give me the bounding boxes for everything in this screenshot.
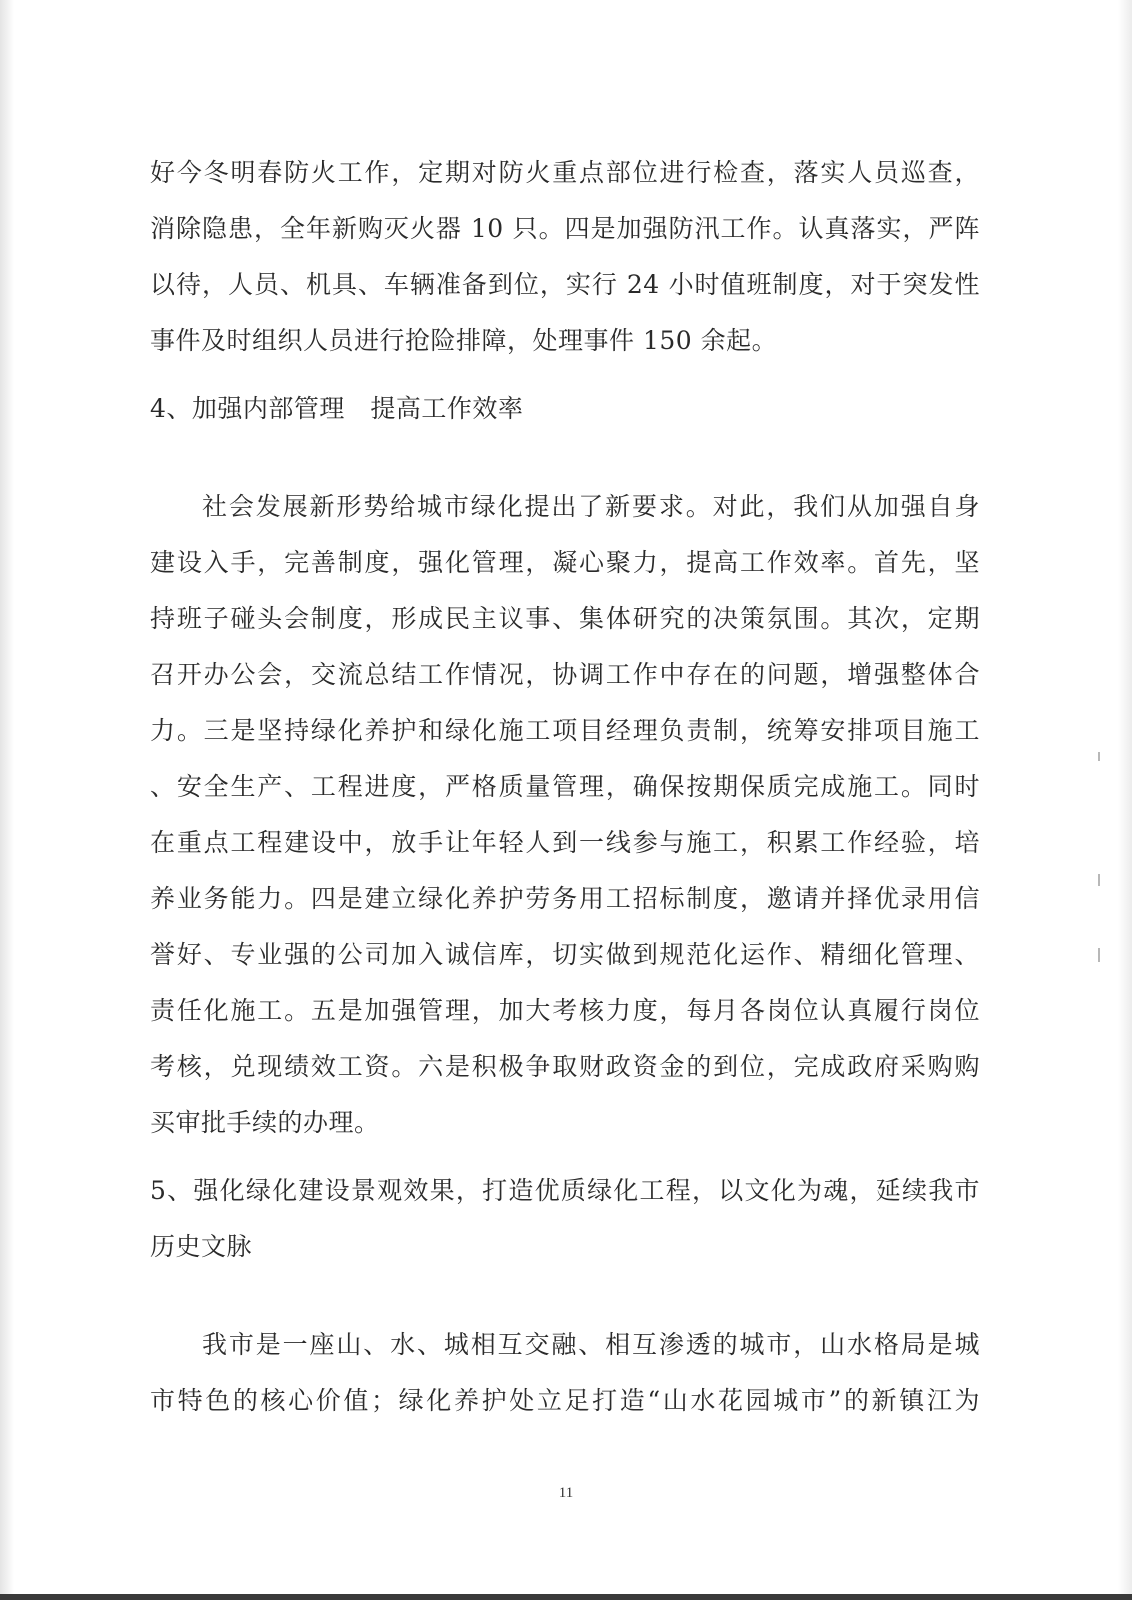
scan-shadow-left [0, 0, 14, 1600]
text-line: 在重点工程建设中，放手让年轻人到一线参与施工，积累工作经验，培 [150, 828, 980, 857]
heading-line: 5、强化绿化建设景观效果，打造优质绿化工程，以文化为魂，延续我市 [150, 1176, 980, 1205]
scan-shadow-right [1118, 0, 1132, 1600]
paragraph-city-landscape [150, 1317, 980, 1429]
scan-speck [1098, 948, 1100, 962]
scan-bottom-edge [0, 1594, 1132, 1600]
text-line: 责任化施工。五是加强管理，加大考核力度，每月各岗位认真履行岗位 [150, 996, 980, 1025]
text-line: 以待，人员、机具、车辆准备到位，实行 24 小时值班制度，对于突发性 [150, 270, 980, 299]
spacer [150, 1275, 980, 1317]
spacer [150, 1151, 980, 1163]
scan-speck [1098, 874, 1100, 886]
paragraph-fire-flood [150, 145, 980, 369]
text-line: 事件及时组织人员进行抢险排障，处理事件 150 余起。 [150, 326, 778, 355]
scan-speck [1098, 752, 1100, 761]
section-heading-4: 4、加强内部管理 提高工作效率 [150, 394, 524, 423]
spacer [150, 369, 980, 381]
text-line: 养业务能力。四是建立绿化养护劳务用工招标制度，邀请并择优录用信 [150, 884, 980, 913]
text-line: 我市是一座山、水、城相互交融、相互渗透的城市，山水格局是城 [202, 1330, 980, 1359]
spacer [150, 437, 980, 479]
heading-line: 历史文脉 [150, 1232, 253, 1261]
text-line: 持班子碰头会制度，形成民主议事、集体研究的决策氛围。其次，定期 [150, 604, 980, 633]
text-line: 买审批手续的办理。 [150, 1108, 380, 1137]
text-line: 社会发展新形势给城市绿化提出了新要求。对此，我们从加强自身 [202, 492, 980, 521]
text-line: 市特色的核心价值；绿化养护处立足打造“山水花园城市”的新镇江为 [150, 1386, 980, 1415]
paragraph-internal-management [150, 479, 980, 1151]
section-heading-5 [150, 1163, 980, 1275]
text-line: 力。三是坚持绿化养护和绿化施工项目经理负责制，统筹安排项目施工 [150, 716, 980, 745]
text-line: 召开办公会，交流总结工作情况，协调工作中存在的问题，增强整体合 [150, 660, 980, 689]
document-page [150, 145, 980, 1429]
text-line: 好今冬明春防火工作，定期对防火重点部位进行检查，落实人员巡查， [150, 158, 980, 187]
text-line: 考核，兑现绩效工资。六是积极争取财政资金的到位，完成政府采购购 [150, 1052, 980, 1081]
page-number: 11 [558, 1485, 574, 1501]
text-line: 誉好、专业强的公司加入诚信库，切实做到规范化运作、精细化管理、 [150, 940, 980, 969]
text-line: 、安全生产、工程进度，严格质量管理，确保按期保质完成施工。同时 [150, 772, 980, 801]
text-line: 建设入手，完善制度，强化管理，凝心聚力，提高工作效率。首先，坚 [150, 548, 980, 577]
text-line: 消除隐患，全年新购灭火器 10 只。四是加强防汛工作。认真落实，严阵 [150, 214, 980, 243]
